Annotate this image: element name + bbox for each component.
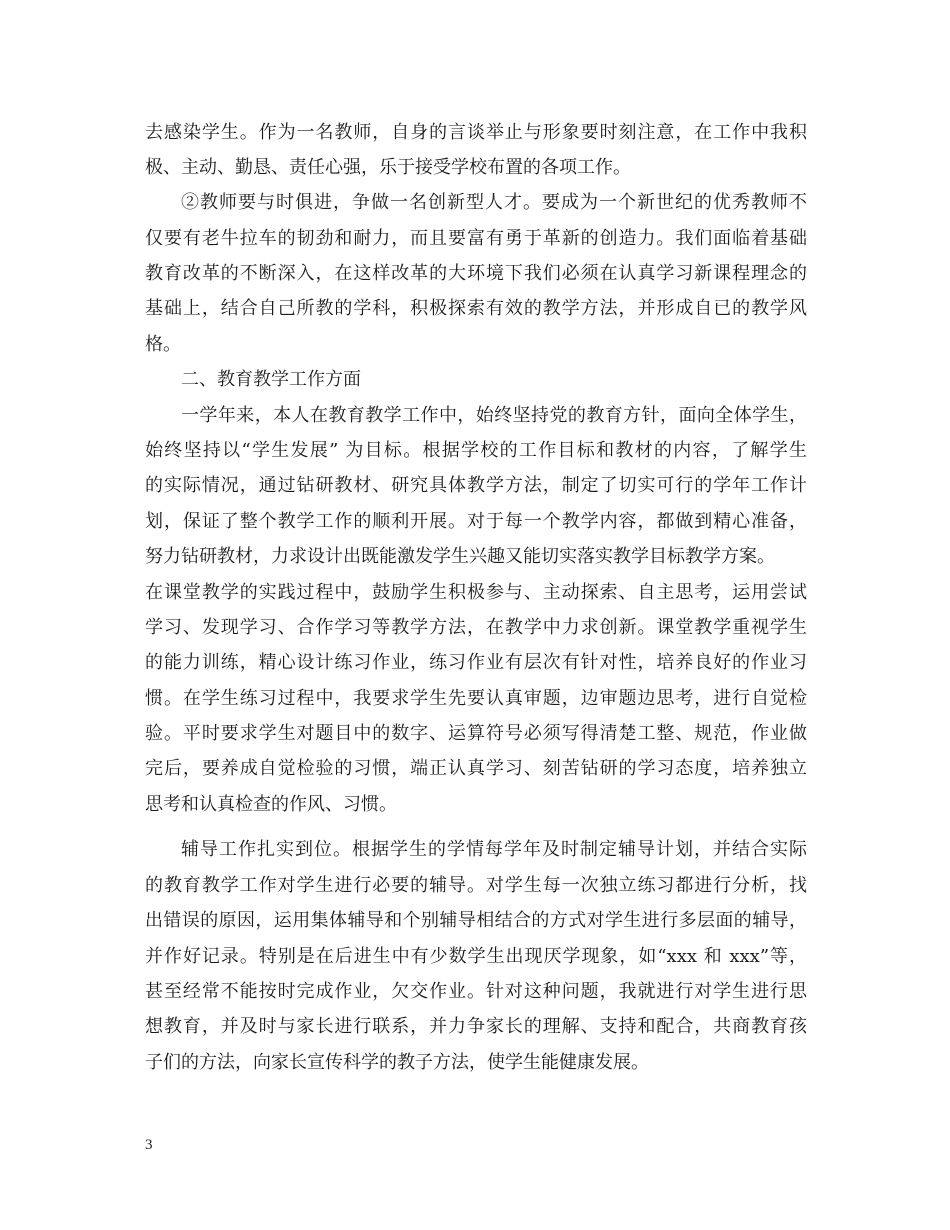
text-line: ②教师要与时俱进，争做一名创新型人才。要成为一个新世纪的优秀教师不 bbox=[181, 192, 807, 213]
text-line: 格。 bbox=[145, 334, 181, 355]
text-line: 教育改革的不断深入，在这样改革的大环境下我们必须在认真学习新课程理念的 bbox=[145, 263, 807, 284]
text-line: 并作好记录。特别是在后进生中有少数学生出现厌学现象，如“xxx 和 xxx”等， bbox=[145, 946, 807, 967]
page-number: 3 bbox=[145, 1137, 153, 1153]
text-line: 努力钻研教材，力求设计出既能激发学生兴趣又能切实落实教学目标教学方案。 bbox=[145, 546, 775, 567]
text-line: 在课堂教学的实践过程中，鼓励学生积极参与、主动探索、自主思考，运用尝试 bbox=[145, 582, 807, 603]
text-line: 出错误的原因，运用集体辅导和个别辅导相结合的方式对学生进行多层面的辅导， bbox=[145, 910, 807, 931]
text-line: 去感染学生。作为一名教师，自身的言谈举止与形象要时刻注意，在工作中我积 bbox=[145, 122, 807, 143]
text-line: 学习、发现学习、合作学习等教学方法，在教学中力求创新。课堂教学重视学生 bbox=[145, 617, 807, 638]
text-line: 思考和认真检查的作风、习惯。 bbox=[145, 794, 397, 815]
text-line: 辅导工作扎实到位。根据学生的学情每学年及时制定辅导计划，并结合实际 bbox=[181, 839, 807, 860]
text-line: 仅要有老牛拉车的韧劲和耐力，而且要富有勇于革新的创造力。我们面临着基础 bbox=[145, 228, 807, 249]
text-line: 基础上，结合自己所教的学科，积极探索有效的教学方法，并形成自已的教学风 bbox=[145, 298, 807, 319]
text-line: 验。平时要求学生对题目中的数字、运算符号必须写得清楚工整、规范，作业做 bbox=[145, 723, 807, 744]
text-line: 的能力训练，精心设计练习作业，练习作业有层次有针对性，培养良好的作业习 bbox=[145, 652, 807, 673]
text-line: 一学年来，本人在教育教学工作中，始终坚持党的教育方针，面向全体学生， bbox=[181, 405, 807, 426]
text-line: 完后，要养成自觉检验的习惯，端正认真学习、刻苦钻研的学习态度，培养独立 bbox=[145, 758, 807, 779]
text-line: 的教育教学工作对学生进行必要的辅导。对学生每一次独立练习都进行分析，找 bbox=[145, 875, 807, 896]
section-heading: 二、教育教学工作方面 bbox=[181, 369, 361, 390]
text-line: 极、主动、勤恳、责任心强，乐于接受学校布置的各项工作。 bbox=[145, 157, 631, 178]
text-line: 想教育，并及时与家长进行联系，并力争家长的理解、支持和配合，共商教育孩 bbox=[145, 1016, 807, 1037]
text-line: 惯。在学生练习过程中，我要求学生先要认真审题，边审题边思考，进行自觉检 bbox=[145, 688, 807, 709]
text-line: 始终坚持以“学生发展” 为目标。根据学校的工作目标和教材的内容，了解学生 bbox=[145, 440, 807, 461]
text-line: 的实际情况，通过钻研教材、研究具体教学方法，制定了切实可行的学年工作计 bbox=[145, 475, 807, 496]
text-line: 子们的方法，向家长宣传科学的教子方法，使学生能健康发展。 bbox=[145, 1052, 649, 1073]
text-line: 划，保证了整个教学工作的顺利开展。对于每一个教学内容，都做到精心准备， bbox=[145, 511, 807, 532]
text-line: 甚至经常不能按时完成作业，欠交作业。针对这种问题，我就进行对学生进行思 bbox=[145, 981, 807, 1002]
